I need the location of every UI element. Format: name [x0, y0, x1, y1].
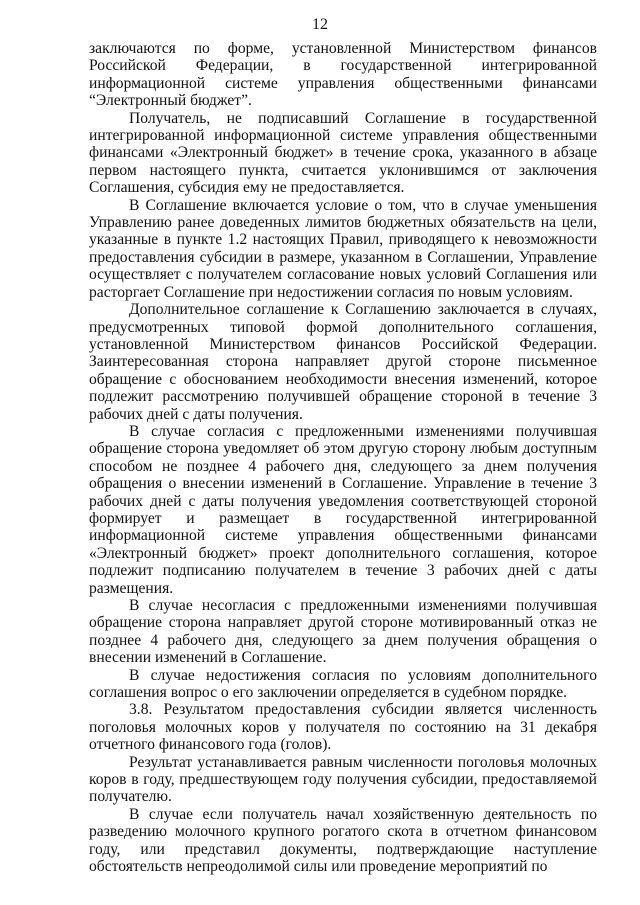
- paragraph-additional-agreement: Дополнительное соглашение к Соглашению заключается в случаях, предусмотренных типовой формой дополнительного соглашения, установленной Министерством финансов Российской Федерации. Заинтересованная сторона направляет другой стороне письменное обращение с обоснованием необходимости внесения изменений, которое подлежит рассмотрению получившей обращение стороной в течение 3 рабочих дней с даты получения.: [89, 301, 597, 423]
- paragraph-limit-reduction: В Соглашение включается условие о том, что в случае уменьшения Управлению ранее доведенных лимитов бюджетных обязательств на цели, указанные в пункте 1.2 настоящих Правил, приводящего к невозможности предоставления субсидии в размере, указанном в Соглашении, Управление осуществляет с получателем согласование новых условий Соглашения или расторгает Соглашение при недостижении согласия по новым условиям.: [89, 196, 597, 301]
- paragraph-result-definition: Результат устанавливается равным численности поголовья молочных коров в году, предшествующем году получения субсидии, предоставляемой получателю.: [89, 753, 597, 806]
- document-body: [89, 40, 597, 876]
- page-number: 12: [312, 16, 328, 33]
- paragraph-no-agreement: В случае недостижения согласия по условиям дополнительного соглашения вопрос о его заключении определяется в судебном порядке.: [89, 666, 597, 702]
- paragraph-clause-3-8: 3.8. Результатом предоставления субсидии является численность поголовья молочных коров у получателя по состоянию на 31 декабря отчетного финансового года (голов).: [89, 701, 597, 754]
- paragraph-disagreement: В случае несогласия с предложенными изменениями получившая обращение сторона направляет другой стороне мотивированный отказ не позднее 4 рабочего дня, следующего за днем получения обращения о внесении изменений в Соглашение.: [89, 597, 597, 667]
- paragraph-unsigned-recipient: Получатель, не подписавший Соглашение в государственной интегрированной информационной системе управления общественными финансами «Электронный бюджет» в течение срока, указанного в абзаце первом настоящего пункта, считается уклонившимся от заключения Соглашения, субсидия ему не предоставляется.: [89, 109, 597, 197]
- paragraph-new-activity: В случае если получатель начал хозяйственную деятельность по разведению молочного крупного рогатого скота в отчетном финансовом году, или представил документы, подтверждающие наступление обстоятельств непреодолимой силы или проведение мероприятий по: [89, 805, 597, 876]
- paragraph-consent: В случае согласия с предложенными изменениями получившая обращение сторона уведомляет об этом другую сторону любым доступным способом не позднее 4 рабочего дня, следующего за днем получения обращения о внесении изменений в Соглашение. Управление в течение 3 рабочих дней с даты получения уведомления соответствующей стороной формирует и размещает в государственной интегрированной информационной системе управления общественными финансами «Электронный бюджет» проект дополнительного соглашения, которое подлежит подписанию получателем в течение 3 рабочих дней с даты размещения.: [89, 422, 597, 597]
- paragraph-continuation: заключаются по форме, установленной Министерством финансов Российской Федерации, в государственной интегрированной информационной системе управления общественными финансами “Электронный бюджет”.: [89, 40, 597, 110]
